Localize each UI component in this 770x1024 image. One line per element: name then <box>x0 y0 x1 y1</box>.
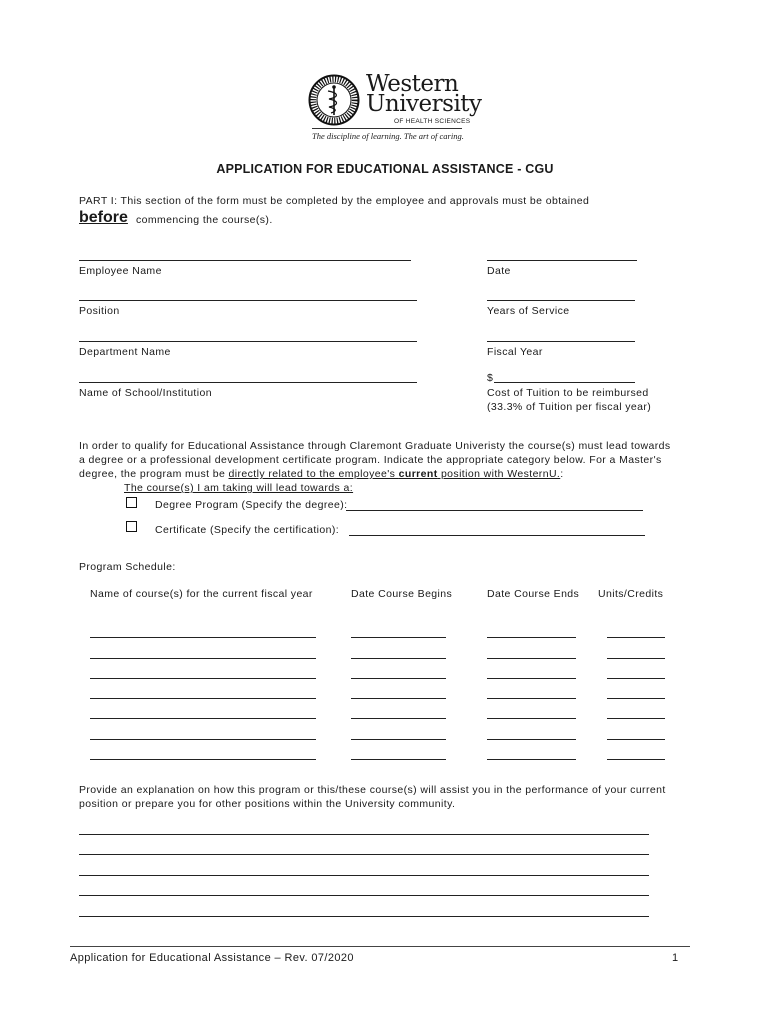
school-label: Name of School/Institution <box>79 387 212 399</box>
schedule-row-3-course[interactable] <box>90 678 316 679</box>
schedule-row-5-begins[interactable] <box>351 718 446 719</box>
schedule-row-4-begins[interactable] <box>351 698 446 699</box>
degree-program-label: Degree Program (Specify the degree): <box>155 499 348 511</box>
footer-divider <box>70 946 690 947</box>
position-label: Position <box>79 305 120 317</box>
schedule-row-6-units[interactable] <box>607 739 665 740</box>
university-logo <box>300 71 482 144</box>
form-title: APPLICATION FOR EDUCATIONAL ASSISTANCE - CGU <box>216 162 554 176</box>
tuition-cost-note: (33.3% of Tuition per fiscal year) <box>487 401 652 413</box>
schedule-col-date-ends: Date Course Ends <box>487 588 580 600</box>
certificate-field[interactable] <box>349 535 645 536</box>
logo-divider <box>312 128 462 129</box>
explanation-line-1: Provide an explanation on how this program or this/these course(s) will assist you in the performance of your current <box>79 784 666 796</box>
footer-page-number: 1 <box>672 952 679 964</box>
explanation-line-field-3[interactable] <box>79 875 649 876</box>
schedule-row-7-ends[interactable] <box>487 759 576 760</box>
schedule-row-2-begins[interactable] <box>351 658 446 659</box>
footer-form-revision: Application for Educational Assistance – Rev. 07/2020 <box>70 952 354 964</box>
logo-wordmark-university: University <box>366 91 482 117</box>
qualify-line-2: a degree or a professional development certificate program. Indicate the appropriate category below. For a Master's <box>79 454 662 466</box>
explanation-line-2: position or prepare you for other positions within the University community. <box>79 798 456 810</box>
schedule-row-3-begins[interactable] <box>351 678 446 679</box>
certificate-checkbox[interactable] <box>126 521 137 532</box>
schedule-row-7-begins[interactable] <box>351 759 446 760</box>
qualify-current: current <box>398 468 438 480</box>
schedule-row-6-course[interactable] <box>90 739 316 740</box>
schedule-col-date-begins: Date Course Begins <box>351 588 453 600</box>
date-label: Date <box>487 265 511 277</box>
dollar-sign: $ <box>487 372 494 384</box>
employee-name-label: Employee Name <box>79 265 162 277</box>
schedule-row-3-ends[interactable] <box>487 678 576 679</box>
schedule-row-1-begins[interactable] <box>351 637 446 638</box>
qualify-line-3-end: : <box>560 468 564 480</box>
qualify-line-3-b: related to the employee's <box>265 468 399 480</box>
qualify-directly: directly <box>228 468 265 480</box>
degree-program-checkbox[interactable] <box>126 497 137 508</box>
schedule-col-units: Units/Credits <box>598 588 664 600</box>
degree-program-field[interactable] <box>346 510 643 511</box>
fiscal-year-field[interactable] <box>487 341 635 342</box>
schedule-row-4-units[interactable] <box>607 698 665 699</box>
certificate-label: Certificate (Specify the certification): <box>155 524 340 536</box>
part1-instructions: PART I: This section of the form must be completed by the employee and approvals must be obtained <box>79 195 590 207</box>
schedule-row-5-course[interactable] <box>90 718 316 719</box>
schedule-row-2-units[interactable] <box>607 658 665 659</box>
qualify-line-1: In order to qualify for Educational Assistance through Claremont Graduate Univeristy the course(s) must lead towards <box>79 440 671 452</box>
fiscal-year-label: Fiscal Year <box>487 346 543 358</box>
qualify-line-3-c: position with WesternU. <box>437 468 561 480</box>
schedule-row-1-units[interactable] <box>607 637 665 638</box>
schedule-row-1-course[interactable] <box>90 637 316 638</box>
schedule-row-6-begins[interactable] <box>351 739 446 740</box>
schedule-row-5-units[interactable] <box>607 718 665 719</box>
position-field[interactable] <box>79 300 417 301</box>
logo-tagline: The discipline of learning. The art of caring. <box>312 131 464 141</box>
explanation-line-field-4[interactable] <box>79 895 649 896</box>
schedule-row-2-ends[interactable] <box>487 658 576 659</box>
schedule-col-course-name: Name of course(s) for the current fiscal year <box>90 588 313 600</box>
qualify-line-3 <box>79 468 564 480</box>
explanation-line-field-2[interactable] <box>79 854 649 855</box>
schedule-row-1-ends[interactable] <box>487 637 576 638</box>
part1-continuation: commencing the course(s). <box>136 214 273 226</box>
part1-before-emphasis: before <box>79 209 128 226</box>
schedule-row-6-ends[interactable] <box>487 739 576 740</box>
years-of-service-label: Years of Service <box>487 305 570 317</box>
schedule-row-4-course[interactable] <box>90 698 316 699</box>
explanation-line-field-1[interactable] <box>79 834 649 835</box>
employee-name-field[interactable] <box>79 260 411 261</box>
department-name-field[interactable] <box>79 341 417 342</box>
schedule-row-7-course[interactable] <box>90 759 316 760</box>
qualify-line-3-a: degree, the program must be <box>79 468 229 480</box>
schedule-row-3-units[interactable] <box>607 678 665 679</box>
schedule-row-4-ends[interactable] <box>487 698 576 699</box>
explanation-line-field-5[interactable] <box>79 916 649 917</box>
logo-wordmark-health-sciences: OF HEALTH SCIENCES <box>394 118 471 125</box>
tuition-cost-label: Cost of Tuition to be reimbursed <box>487 387 649 399</box>
university-seal-icon <box>308 74 360 126</box>
date-field[interactable] <box>487 260 637 261</box>
leads-towards-label: The course(s) I am taking will lead towards a: <box>124 482 354 494</box>
school-field[interactable] <box>79 382 417 383</box>
schedule-row-5-ends[interactable] <box>487 718 576 719</box>
department-name-label: Department Name <box>79 346 171 358</box>
logo-wordmark-western: Western <box>366 71 459 97</box>
program-schedule-heading: Program Schedule: <box>79 561 176 573</box>
tuition-cost-field[interactable] <box>494 382 635 383</box>
schedule-row-2-course[interactable] <box>90 658 316 659</box>
years-of-service-field[interactable] <box>487 300 635 301</box>
schedule-row-7-units[interactable] <box>607 759 665 760</box>
